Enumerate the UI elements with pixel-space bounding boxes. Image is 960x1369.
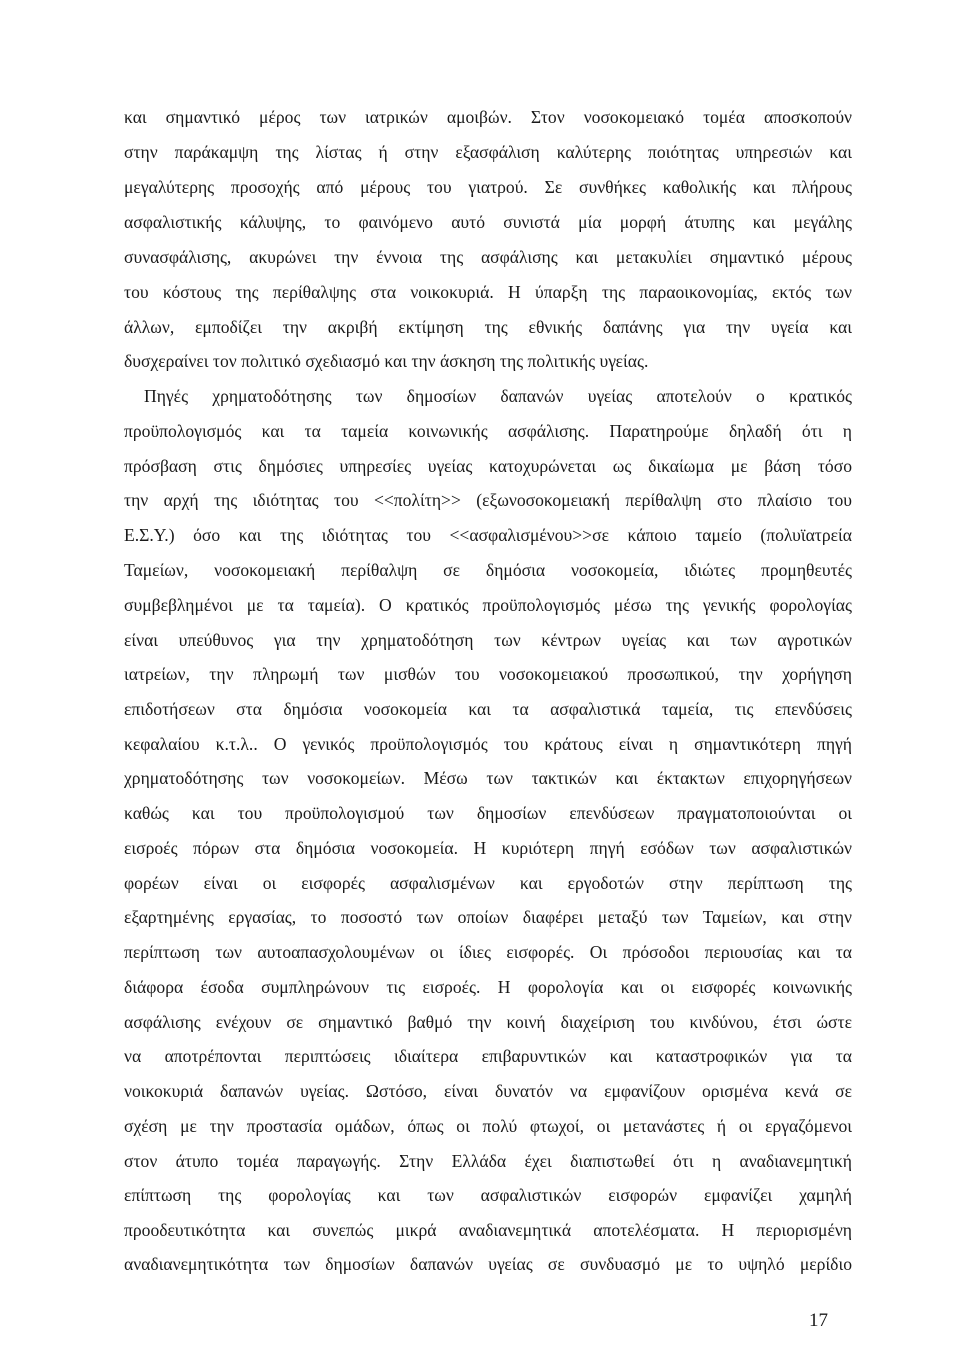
text-line: περίπτωση των αυτοαπασχολουμένων οι ίδιες εισφορές. Οι πρόσοδοι περιουσίας και τα bbox=[124, 942, 852, 962]
text-line: χρηματοδότησης των νοσοκομείων. Μέσω των τακτικών και έκτακτων επιχορηγήσεων bbox=[124, 768, 852, 788]
text-line: Ταμείων, νοσοκομειακή περίθαλψη σε δημόσια νοσοκομεία, ιδιώτες προμηθευτές bbox=[124, 560, 852, 580]
text-line: ασφαλιστικής κάλυψης, το φαινόμενο αυτό συνιστά μία μορφή άτυπης και μεγάλης bbox=[124, 212, 852, 232]
text-line: εξαρτημένης εργασίας, το ποσοστό των οποίων διαφέρει μεταξύ των Ταμείων, και στην bbox=[124, 907, 852, 927]
text-line: την αρχή της ιδιότητας του <<πολίτη>> (εξωνοσοκομειακή περίθαλψη στο πλαίσιο του bbox=[124, 490, 852, 510]
text-line: δυσχεραίνει τον πολιτικό σχεδιασμό και την άσκηση της πολιτικής υγείας. bbox=[124, 351, 649, 371]
text-line: προοδευτικότητα και συνεπώς μικρά αναδιανεμητικά αποτελέσματα. Η περιορισμένη bbox=[124, 1220, 852, 1240]
text-line: ασφάλισης ενέχουν σε σημαντικό βαθμό την κοινή διαχείριση του κινδύνου, έτσι ώστε bbox=[124, 1012, 852, 1032]
text-line: διάφορα έσοδα συμπληρώνουν τις εισροές. Η φορολογία και οι εισφορές κοινωνικής bbox=[124, 977, 852, 997]
text-line: στην παράκαμψη της λίστας ή στην εξασφάλιση καλύτερης ποιότητας υπηρεσιών και bbox=[124, 142, 852, 162]
text-line: νοικοκυριά δαπανών υγείας. Ωστόσο, είναι δυνατόν να εμφανίζουν ορισμένα κενά σε bbox=[124, 1081, 852, 1101]
page-number: 17 bbox=[809, 1310, 828, 1331]
text-line: εισροές πόρων στα δημόσια νοσοκομεία. Η κυριότερη πηγή εσόδων των ασφαλιστικών bbox=[124, 838, 852, 858]
text-line: Ε.Σ.Υ.) όσο και της ιδιότητας του <<ασφαλισμένου>>σε κάποιο ταμείο (πολυϊατρεία bbox=[124, 525, 852, 545]
text-line: επίπτωση της φορολογίας και των ασφαλιστικών εισφορών εμφανίζει χαμηλή bbox=[124, 1185, 852, 1205]
text-line: επιδοτήσεων στα δημόσια νοσοκομεία και τα ασφαλιστικά ταμεία, τις επενδύσεις bbox=[124, 699, 852, 719]
text-line: προϋπολογισμός και τα ταμεία κοινωνικής ασφάλισης. Παρατηρούμε δηλαδή ότι η bbox=[124, 421, 852, 441]
text-line: καθώς και του προϋπολογισμού των δημοσίων επενδύσεων πραγματοποιούνται οι bbox=[124, 803, 852, 823]
text-line: μεγαλύτερης προσοχής από μέρους του γιατρού. Σε συνθήκες καθολικής και πλήρους bbox=[124, 177, 852, 197]
text-line: ιατρείων, την πληρωμή των μισθών του νοσοκομειακού προσωπικού, την χορήγηση bbox=[124, 664, 852, 684]
text-line: συμβεβλημένοι με τα ταμεία). Ο κρατικός προϋπολογισμός μέσω της γενικής φορολογίας bbox=[124, 595, 852, 615]
text-line: στον άτυπο τομέα παραγωγής. Στην Ελλάδα έχει διαπιστωθεί ότι η αναδιανεμητική bbox=[124, 1151, 852, 1171]
text-line: του κόστους της περίθαλψης στα νοικοκυριά. Η ύπαρξη της παραοικονομίας, εκτός των bbox=[124, 282, 852, 302]
text-line: αναδιανεμητικότητα των δημοσίων δαπανών υγείας σε συνδυασμό με το υψηλό μερίδιο bbox=[124, 1254, 852, 1274]
text-line: είναι υπεύθυνος για την χρηματοδότηση των κέντρων υγείας και των αγροτικών bbox=[124, 630, 852, 650]
text-line: πρόσβαση στις δημόσιες υπηρεσίες υγείας κατοχυρώνεται ως δικαίωμα με βάση τόσο bbox=[124, 456, 852, 476]
paragraph-first-line: Πηγές χρηματοδότησης των δημοσίων δαπανών υγείας αποτελούν ο κρατικός bbox=[144, 386, 852, 406]
text-line: φορέων είναι οι εισφορές ασφαλισμένων και εργοδοτών στην περίπτωση της bbox=[124, 873, 852, 893]
text-line: κεφαλαίου κ.τ.λ.. Ο γενικός προϋπολογισμός του κράτους είναι η σημαντικότερη πηγή bbox=[124, 734, 852, 754]
text-line: άλλων, εμποδίζει την ακριβή εκτίμηση της εθνικής δαπάνης για την υγεία και bbox=[124, 317, 852, 337]
text-line: να αποτρέπονται περιπτώσεις ιδιαίτερα επιβαρυντικών και καταστροφικών για τα bbox=[124, 1046, 852, 1066]
text-line: σχέση με την προστασία ομάδων, όπως οι πολύ φτωχοί, οι μετανάστες ή οι εργαζόμενοι bbox=[124, 1116, 852, 1136]
text-line: συνασφάλισης, ακυρώνει την έννοια της ασφάλισης και μετακυλίει σημαντικό μέρους bbox=[124, 247, 852, 267]
text-line: και σημαντικό μέρος των ιατρικών αμοιβών. Στον νοσοκομειακό τομέα αποσκοπούν bbox=[124, 107, 852, 127]
